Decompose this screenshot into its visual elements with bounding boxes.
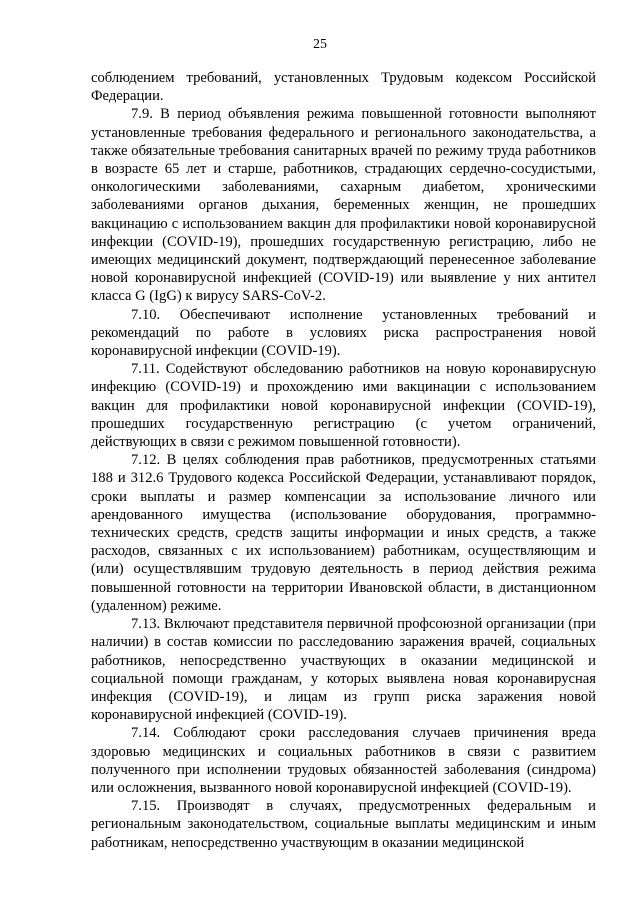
paragraph-7-12: 7.12. В целях соблюдения прав работников, предусмотренных статьями 188 и 312.6 Трудового кодекса Российской Федерации, устанавливают порядок, сроки выплаты и размер компенсации за использование личного или арендованного имущества (использование оборудования, программно-технических средств, средств защиты информации и иных средств, а также расходов, связанных с их использованием) работникам, осуществляющим и (или) осуществлявшим трудовую деятельность в период действия режима повышенной готовности на территории Ивановской области, в дистанционном (удаленном) режиме.: [91, 452, 596, 614]
paragraph-7-14: 7.14. Соблюдают сроки расследования случаев причинения вреда здоровью медицинских и социальных работников в связи с развитием полученного при исполнении трудовых обязанностей заболевания (синдрома) или осложнения, вызванного новой коронавирусной инфекцией (COVID-19).: [91, 725, 596, 796]
paragraph-continuation: соблюдением требований, установленных Трудовым кодексом Российской Федерации.: [91, 70, 596, 105]
page-number: 25: [313, 37, 327, 52]
paragraph-7-9: 7.9. В период объявления режима повышенной готовности выполняют установленные требования федерального и регионального законодательства, а также обязательные требования санитарных врачей по режиму труда работников в возрасте 65 лет и старше, работников, страдающих сердечно-сосудистыми, онкологическими заболеваниями, сахарным диабетом, хроническими заболеваниями органов дыхания, беременных женщин, не прошедших вакцинацию с использованием вакцин для профилактики новой коронавирусной инфекции (COVID-19), прошедших государственную регистрацию, либо не имеющих медицинский документ, подтверждающий перенесенное заболевание новой коронавирусной инфекцией (COVID-19) или выявление у них антител класса G (IgG) к вирусу SARS-CoV-2.: [91, 106, 596, 305]
paragraph-7-11: 7.11. Содействуют обследованию работников на новую коронавирусную инфекцию (COVID-19) и прохождению ими вакцинации с использованием вакцин для профилактики новой коронавирусной инфекции (COVID-19), прошедших государственную регистрацию (с учетом ограничений, действующих в связи с режимом повышенной готовности).: [91, 361, 596, 451]
document-body: [91, 69, 596, 852]
paragraph-7-15: 7.15. Производят в случаях, предусмотренных федеральным и региональным законодательством, социальные выплаты медицинским и иным работникам, непосредственно участвующим в оказании медицинской: [91, 798, 596, 851]
paragraph-7-10: 7.10. Обеспечивают исполнение установленных требований и рекомендаций по работе в условиях риска распространения новой коронавирусной инфекции (COVID-19).: [91, 306, 596, 360]
paragraph-7-13: 7.13. Включают представителя первичной профсоюзной организации (при наличии) в состав комиссии по расследованию заражения врачей, социальных работников, непосредственно участвующих в оказании медицинской и социальной помощи гражданам, у которых выявлена новая коронавирусная инфекция (COVID-19), и лицам из групп риска заражения новой коронавирусной инфекцией (COVID-19).: [91, 616, 596, 724]
